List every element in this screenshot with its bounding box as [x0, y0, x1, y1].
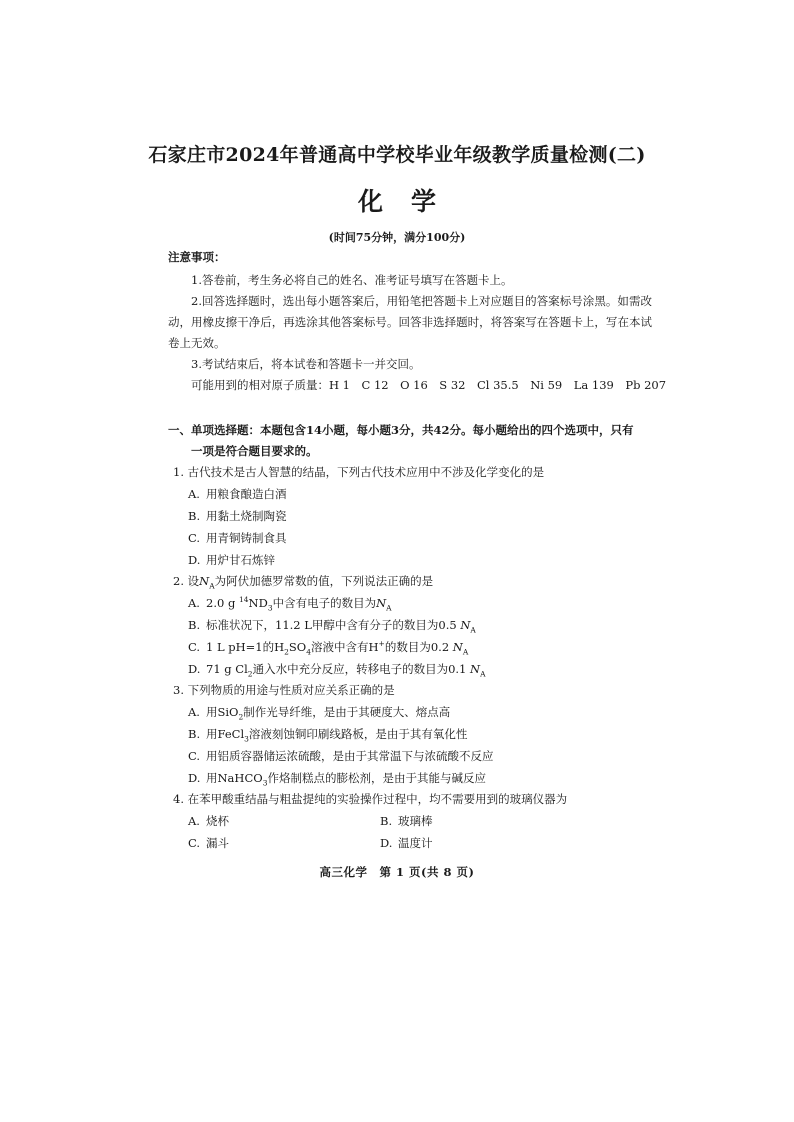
- notice-heading: 注意事项：: [168, 250, 226, 264]
- exam-title: 石家庄市2024年普通高中学校毕业年级教学质量检测(二): [148, 144, 646, 166]
- option-letter: A.: [188, 487, 200, 501]
- notice-item-2: 2.回答选择题时，选出每小题答案后，用铅笔把答题卡上对应题目的答案标号涂黑。如需改动，用橡皮擦干净后，再选涂其他答案标号。回答非选择题时，将答案写在答题卡上，写在本试卷上无效。: [168, 294, 652, 350]
- option-text: 用粮食酿造白酒: [206, 487, 287, 501]
- question-4-option-c: C. 漏斗: [188, 836, 229, 850]
- question-2-option-d: D. 71 g $Cl_2$通入水中充分反应，转移电子的数目为0.1 $N_A$: [188, 662, 486, 679]
- question-2-stem: 2. 设$N_A$为阿伏加德罗常数的值，下列说法正确的是: [173, 574, 434, 591]
- option-text: 用炉甘石炼锌: [206, 553, 275, 567]
- notice-item-1: 1.答卷前，考生务必将自己的姓名、准考证号填写在答题卡上。: [191, 273, 513, 287]
- option-text: 用黏土烧制陶瓷: [206, 509, 287, 523]
- question-3-option-c: C. 用铝质容器储运浓硫酸，是由于其常温下与浓硫酸不反应: [188, 749, 494, 763]
- question-3-stem: 3. 下列物质的用途与性质对应关系正确的是: [173, 683, 395, 697]
- section-1-heading-line-2: 一项是符合题目要求的。: [191, 444, 318, 458]
- section-1-heading: [168, 420, 654, 462]
- question-4-option-a: A. 烧杯: [188, 814, 229, 828]
- notice-item-3: 3.考试结束后，将本试卷和答题卡一并交回。: [191, 357, 421, 371]
- question-4-stem: 4. 在苯甲酸重结晶与粗盐提纯的实验操作过程中，均不需要用到的玻璃仪器为: [173, 792, 568, 806]
- question-1-option-c: [188, 530, 287, 546]
- question-1-option-d: [188, 552, 275, 568]
- page-footer: 高三化学 第 1 页(共 8 页): [319, 865, 475, 879]
- question-4-option-d: D. 温度计: [380, 836, 433, 850]
- atomic-masses: 可能用到的相对原子质量：H 1 C 12 O 16 S 32 Cl 35.5 Ni 59 La 139 Pb 207: [191, 378, 667, 392]
- question-1-option-a: [188, 486, 287, 502]
- question-3-option-d: D. 用NaHCO$_3$作烙制糕点的膨松剂，是由于其能与碱反应: [188, 771, 486, 788]
- question-1-option-b: [188, 508, 287, 524]
- option-letter: D.: [188, 553, 201, 567]
- question-3-option-b: B. 用FeCl$_3$溶液刻蚀铜印刷线路板，是由于其有氧化性: [188, 727, 468, 744]
- time-info: (时间75分钟，满分100分): [328, 231, 466, 244]
- question-2-option-a: A. 2.0 g $^{14}ND_3$中含有电子的数目为$N_A$: [188, 595, 392, 613]
- subject-heading: 化学: [357, 187, 464, 216]
- question-2-option-c: C. 1 L pH=1的$H_2SO_4$溶液中含有H+的数目为0.2 $N_A$: [188, 639, 469, 657]
- option-letter: B.: [188, 509, 201, 523]
- question-3-option-a: A. 用SiO$_2$制作光导纤维，是由于其硬度大、熔点高: [188, 705, 451, 722]
- section-1-heading-line-1: 一、单项选择题：本题包含14小题，每小题3分，共42分。每小题给出的四个选项中，只有: [168, 423, 634, 437]
- question-4-option-b: B. 玻璃棒: [380, 814, 433, 828]
- question-2-option-b: B. 标准状况下，11.2 L甲醇中含有分子的数目为0.5 $N_A$: [188, 618, 476, 635]
- option-letter: C.: [188, 531, 201, 545]
- option-text: 用青铜铸制食具: [206, 531, 287, 545]
- question-1-stem: 1. 古代技术是古人智慧的结晶，下列古代技术应用中不涉及化学变化的是: [173, 465, 545, 479]
